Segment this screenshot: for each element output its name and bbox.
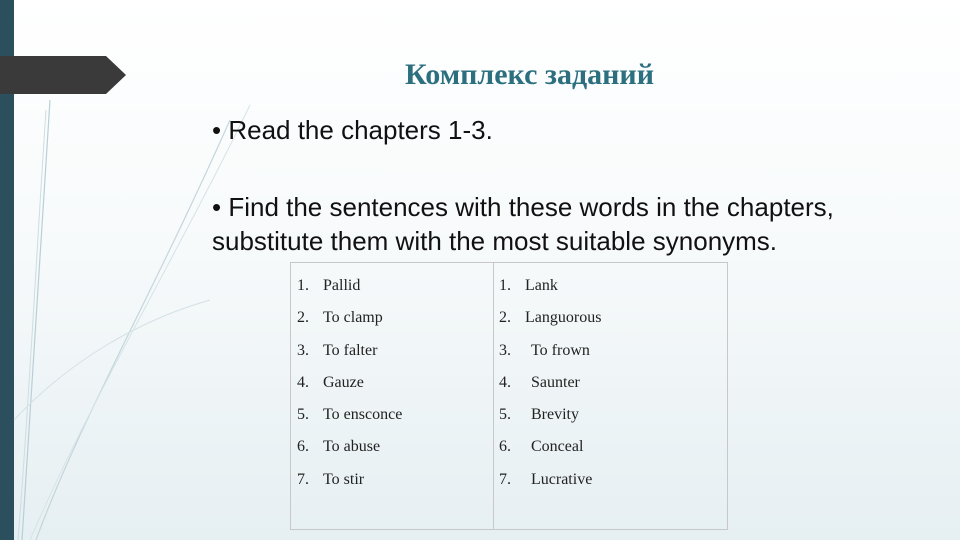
item-word: To abuse: [323, 438, 381, 456]
item-word: To ensconce: [323, 406, 403, 424]
arrow-tab-decoration: [0, 56, 126, 94]
item-word: To clamp: [323, 309, 383, 327]
list-item: [499, 309, 601, 341]
item-number: 3.: [297, 341, 309, 359]
list-item: [297, 471, 402, 503]
item-number: 5.: [297, 406, 309, 424]
item-number: 6.: [297, 438, 309, 456]
list-item: [499, 277, 601, 309]
vocabulary-column-right: [499, 277, 601, 503]
bullet-find-sentences: • Find the sentences with these words in the chapters, substitute them with the most suitable synonyms.: [212, 192, 834, 256]
list-item: [297, 277, 402, 309]
vocabulary-table: [290, 262, 728, 530]
item-word: To stir: [323, 470, 365, 488]
item-number: 1.: [297, 277, 309, 294]
item-number: 3.: [499, 341, 511, 359]
item-word: Pallid: [323, 277, 361, 294]
item-number: 5.: [499, 406, 511, 424]
list-item: [297, 406, 402, 438]
list-item: [297, 309, 402, 341]
list-item: [297, 438, 402, 470]
item-word: Lank: [525, 277, 558, 294]
list-item: [297, 374, 402, 406]
item-number: 1.: [499, 277, 511, 294]
table-divider: [493, 263, 494, 529]
item-word: To frown: [531, 341, 590, 359]
item-word: Lucrative: [531, 470, 593, 488]
item-number: 4.: [297, 373, 309, 391]
slide-title: Комплекс заданий: [405, 58, 654, 91]
item-word: Brevity: [531, 406, 579, 424]
item-number: 4.: [499, 373, 511, 391]
item-number: 2.: [499, 309, 511, 327]
item-number: 7.: [297, 470, 309, 488]
item-number: 6.: [499, 438, 511, 456]
list-item: [499, 406, 601, 438]
item-number: 7.: [499, 470, 511, 488]
item-number: 2.: [297, 309, 309, 327]
item-word: Saunter: [531, 373, 580, 391]
list-item: [499, 342, 601, 374]
item-word: Conceal: [531, 438, 584, 456]
item-word: Languorous: [525, 309, 602, 327]
list-item: [297, 342, 402, 374]
item-word: To falter: [323, 341, 378, 359]
bullet-read-chapters: • Read the chapters 1-3.: [212, 115, 493, 145]
vocabulary-column-left: [297, 277, 402, 503]
list-item: [499, 438, 601, 470]
item-word: Gauze: [323, 373, 364, 391]
list-item: [499, 374, 601, 406]
list-item: [499, 471, 601, 503]
